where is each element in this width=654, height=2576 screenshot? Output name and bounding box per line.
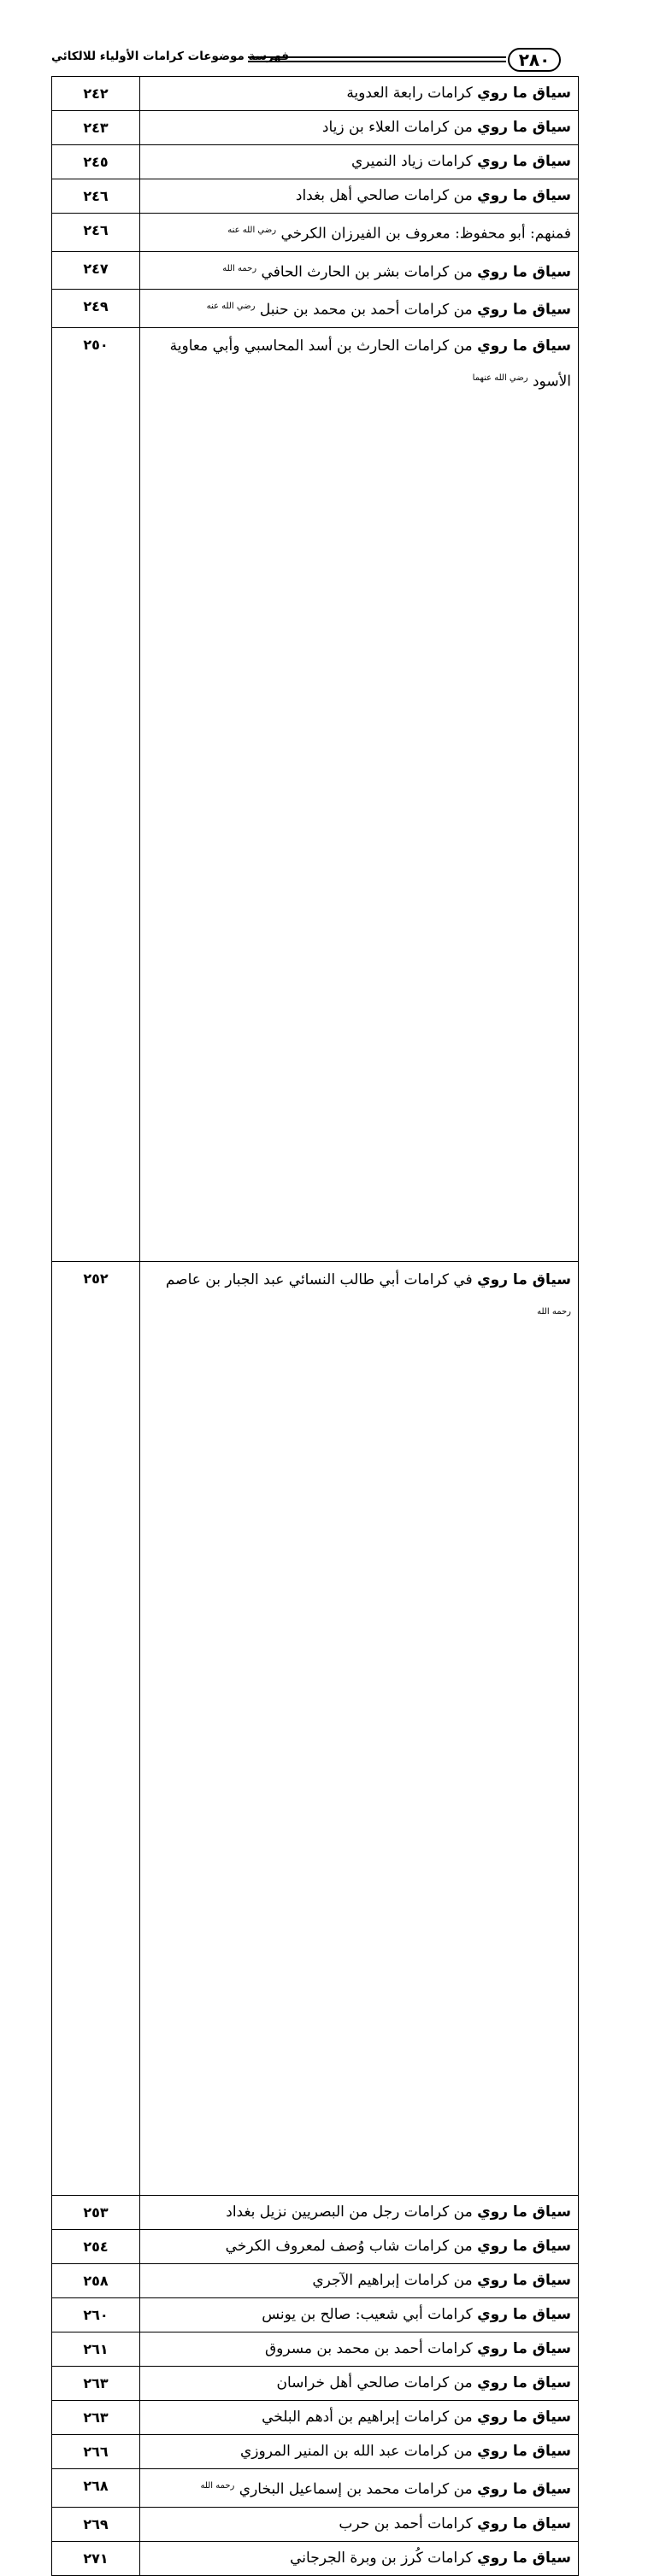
entry-page-number: ٢٤٩	[52, 290, 140, 328]
entry-lead: سياق ما روي	[477, 2514, 571, 2532]
entry-lead: سياق ما روي	[477, 1270, 571, 1288]
entry-title	[140, 251, 579, 290]
entry-text: كرامات أحمد بن محمد بن مسروق	[264, 2339, 478, 2357]
entry-text: من كرامات شاب وُصف لمعروف الكرخي	[225, 2237, 478, 2255]
entry-title	[140, 327, 579, 1261]
entry-lead: سياق ما روي	[477, 153, 571, 170]
entry-title	[140, 179, 579, 214]
entry-text: كرامات أبي شعيب: صالح بن يونس	[262, 2305, 478, 2323]
honorific-mark: رضي الله عنه	[227, 226, 277, 235]
entry-lead: سياق ما روي	[477, 2442, 571, 2460]
entry-title	[140, 2400, 579, 2434]
table-row	[52, 2541, 579, 2575]
table-row	[52, 327, 579, 1261]
honorific-mark: رضي الله عنه	[206, 302, 256, 312]
entry-page-number: ٢٤٣	[52, 111, 140, 145]
table-row	[52, 111, 579, 145]
entry-lead: سياق ما روي	[477, 2339, 571, 2357]
entry-text: من كرامات صالحي أهل خراسان	[276, 2374, 478, 2391]
table-row	[52, 2263, 579, 2297]
entry-page-number: ٢٥٣	[52, 2195, 140, 2229]
table-row	[52, 179, 579, 214]
entry-text: كرامات رابعة العدوية	[346, 85, 478, 102]
table-row	[52, 77, 579, 111]
entry-lead: سياق ما روي	[477, 263, 571, 281]
entry-title	[140, 2332, 579, 2366]
entry-text: من كرامات العلاء بن زياد	[321, 119, 478, 136]
entry-page-number: ٢٦٠	[52, 2297, 140, 2332]
index-table-body	[52, 77, 579, 2576]
entry-text: من كرامات رجل من البصريين نزيل بغداد	[226, 2203, 478, 2221]
page-number: ٢٨٠	[508, 48, 561, 72]
entry-page-number: ٢٤٧	[52, 251, 140, 290]
entry-page-number: ٢٤٦	[52, 214, 140, 252]
entry-title	[140, 1261, 579, 2195]
running-title: فهرسة موضوعات كرامات الأولياء للالكائي	[51, 50, 290, 63]
entry-lead: سياق ما روي	[477, 2374, 571, 2391]
entry-title	[140, 145, 579, 179]
entry-lead: سياق ما روي	[477, 119, 571, 136]
entry-page-number: ٢٦٣	[52, 2366, 140, 2400]
entry-lead: سياق ما روي	[477, 301, 571, 319]
entry-text: فمنهم: أبو محفوظ: معروف بن الفيرزان الكرخي	[280, 225, 571, 243]
entry-lead: سياق ما روي	[477, 2203, 571, 2221]
table-row	[52, 145, 579, 179]
entry-lead: سياق ما روي	[477, 187, 571, 204]
honorific-mark: رحمه الله	[537, 1306, 571, 1317]
table-row	[52, 2468, 579, 2507]
index-table	[51, 76, 579, 2576]
entry-title	[140, 2229, 579, 2263]
entry-lead: سياق ما روي	[477, 337, 571, 355]
entry-text: من كرامات الحارث بن أسد المحاسبي وأبي معاوية الأسود	[169, 337, 571, 390]
entry-title	[140, 2195, 579, 2229]
table-row	[52, 2195, 579, 2229]
honorific-mark: رحمه الله	[200, 2480, 235, 2491]
entry-page-number: ٢٦١	[52, 2332, 140, 2366]
entry-title	[140, 2297, 579, 2332]
entry-title	[140, 2434, 579, 2468]
entry-title	[140, 290, 579, 328]
entry-text: كرامات زياد النميري	[351, 153, 478, 170]
entry-lead: سياق ما روي	[477, 2480, 571, 2498]
entry-page-number: ٢٦٣	[52, 2400, 140, 2434]
honorific-mark: رحمه الله	[222, 263, 257, 273]
table-row	[52, 2400, 579, 2434]
entry-page-number: ٢٥٨	[52, 2263, 140, 2297]
entry-title	[140, 214, 579, 252]
page-header	[44, 48, 561, 77]
entry-title	[140, 2366, 579, 2400]
entry-title	[140, 2468, 579, 2507]
entry-text: من كرامات بشر بن الحارث الحافي	[261, 263, 478, 281]
entry-lead: سياق ما روي	[477, 2237, 571, 2255]
entry-page-number: ٢٦٩	[52, 2507, 140, 2541]
entry-page-number: ٢٤٦	[52, 179, 140, 214]
entry-text: من كرامات إبراهيم بن أدهم البلخي	[262, 2408, 478, 2426]
entry-lead: سياق ما روي	[477, 2549, 571, 2567]
entry-title	[140, 2263, 579, 2297]
entry-text: في كرامات أبي طالب النسائي عبد الجبار بن عاصم	[165, 1270, 478, 1288]
entry-title	[140, 2541, 579, 2575]
honorific-mark: رضي الله عنهما	[472, 373, 528, 383]
table-row	[52, 2229, 579, 2263]
entry-page-number: ٢٥٢	[52, 1261, 140, 2195]
entry-text: من كرامات إبراهيم الآجري	[312, 2271, 478, 2289]
entry-title	[140, 2507, 579, 2541]
table-row	[52, 290, 579, 328]
entry-page-number: ٢٦٦	[52, 2434, 140, 2468]
entry-text: كرامات كُرز بن وبرة الجرجاني	[290, 2549, 478, 2567]
entry-page-number: ٢٧١	[52, 2541, 140, 2575]
entry-lead: سياق ما روي	[477, 2305, 571, 2323]
entry-title	[140, 77, 579, 111]
table-row	[52, 2366, 579, 2400]
entry-text: من كرامات أحمد بن محمد بن حنبل	[259, 301, 478, 319]
table-row	[52, 1261, 579, 2195]
entry-page-number: ٢٤٢	[52, 77, 140, 111]
entry-page-number: ٢٦٨	[52, 2468, 140, 2507]
entry-text: كرامات أحمد بن حرب	[339, 2514, 478, 2532]
table-row	[52, 2434, 579, 2468]
entry-page-number: ٢٤٥	[52, 145, 140, 179]
entry-text: من كرامات صالحي أهل بغداد	[295, 187, 478, 204]
entry-page-number: ٢٥٠	[52, 327, 140, 1261]
entry-lead: سياق ما روي	[477, 2408, 571, 2426]
entry-lead: سياق ما روي	[477, 2271, 571, 2289]
entry-lead: سياق ما روي	[477, 85, 571, 102]
table-row	[52, 251, 579, 290]
table-row	[52, 2297, 579, 2332]
entry-title	[140, 111, 579, 145]
entry-text: من كرامات عبد الله بن المنير المروزي	[239, 2442, 478, 2460]
table-row	[52, 2507, 579, 2541]
entry-text: من كرامات محمد بن إسماعيل البخاري	[239, 2480, 478, 2498]
entry-page-number: ٢٥٤	[52, 2229, 140, 2263]
table-row	[52, 2332, 579, 2366]
table-row	[52, 214, 579, 252]
